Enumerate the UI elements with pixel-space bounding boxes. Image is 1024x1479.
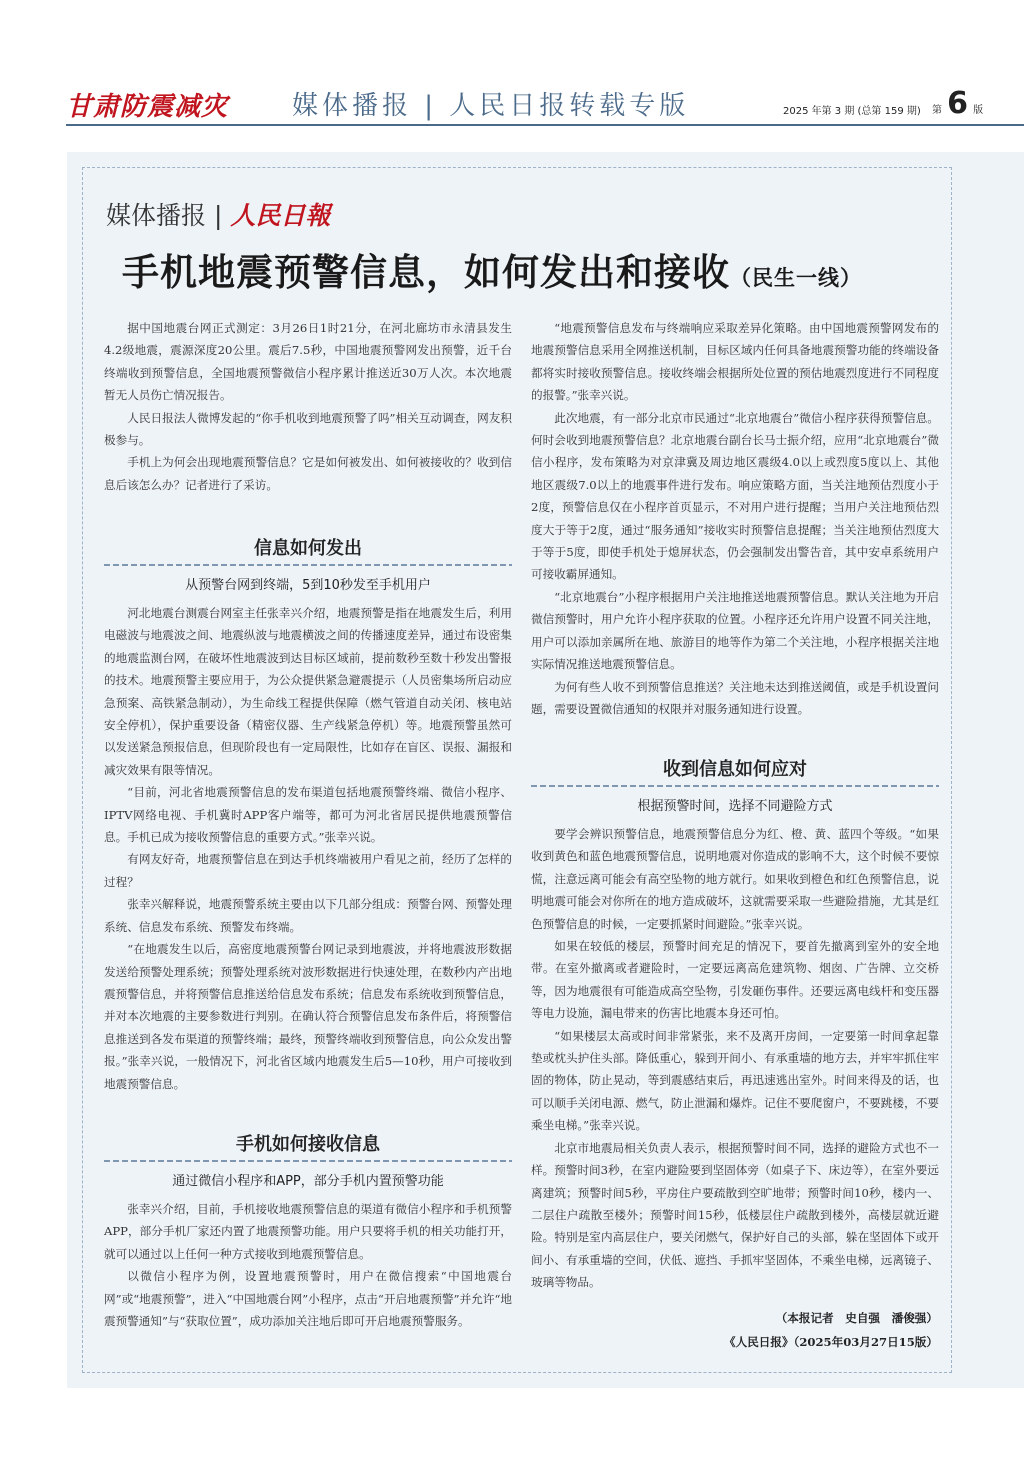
newspaper-logo: 人民日報: [230, 201, 331, 230]
section-title: 媒体播报 | 人民日报转载专版: [292, 91, 690, 121]
masthead-label: 媒体播报 |: [106, 201, 223, 230]
paragraph: 北京市地震局相关负责人表示，根据预警时间不同，选择的避险方式也不一样。预警时间3秒，在室内避险要到坚固体旁（如桌子下、床边等），在室外要远离建筑；预警时间5秒，平房住户要疏散到空旷地带；预警时间10秒，楼内一、二层住户疏散至楼外；预警时间15秒，低楼层住户疏散到楼外，高楼层就近避险。特别是室内高层住户，要关闭燃气，保护好自己的头部，躲在坚固体下或开间小、有承重墙的空间，伏低、遮挡、手抓牢坚固体，不乘坐电梯，远离镜子、玻璃等物品。: [531, 1140, 939, 1290]
intro-column: [104, 317, 512, 496]
headline-text: 手机地震预警信息，如何发出和接收: [122, 251, 730, 294]
section-heading-rule: [104, 564, 512, 566]
source-citation: 《人民日报》（2025年03月27日15版）: [724, 1335, 938, 1349]
section1-body: [104, 602, 512, 1095]
article-headline: [122, 242, 862, 296]
section-heading-subtitle: 根据预警时间，选择不同避险方式: [637, 799, 833, 814]
issue-info: 2025 年第 3 期 (总第 159 期): [783, 106, 921, 117]
byline: （本报记者 史自强 潘俊强）: [775, 1311, 938, 1325]
paragraph: 如果在较低的楼层，预警时间充足的情况下，要首先撤离到室外的安全地带。在室外撤离或者避险时，一定要远离高危建筑物、烟囱、广告牌、立交桥等，因为地震很有可能造成高空坠物，引发砸伤事件。还要远离电线杆和变压器等电力设施，漏电带来的伤害比地震本身还可怕。: [531, 939, 939, 1021]
paragraph: “在地震发生以后，高密度地震预警台网记录到地震波，并将地震波形数据发送给预警处理系统；预警处理系统对波形数据进行快速处理，在数秒内产出地震预警信息，并将预警信息推送给信息发布系统；信息发布系统收到预警信息，并对本次地震的主要参数进行判别。在确认符合预警信息发布条件后，将预警信息推送到各发布渠道的预警终端；最终，预警终端收到预警信息，向公众发出警报。”张幸兴说，一般情况下，河北省区域内地震发生后5—10秒，用户可接收到地震预警信息。: [104, 942, 512, 1091]
section-heading: [104, 1130, 512, 1189]
header-rule: [66, 124, 1024, 126]
section-heading-title: 收到信息如何应对: [663, 759, 807, 780]
right-column-top: [531, 317, 939, 720]
section3-body: [531, 823, 939, 1294]
paragraph: “目前，河北省地震预警信息的发布渠道包括地震预警终端、微信小程序、IPTV网络电视、手机冀时APP客户端等，都可为河北省居民提供地震预警信息。手机已成为接收预警信息的重要方式。”张幸兴说。: [104, 785, 512, 845]
section-heading: [531, 755, 939, 814]
page-suffix: 版: [973, 105, 984, 116]
page-number: [932, 86, 983, 121]
paragraph: 人民日报法人微博发起的“你手机收到地震预警了吗”相关互动调查，网友积极参与。: [104, 410, 512, 448]
paragraph: 要学会辨识预警信息，地震预警信息分为红、橙、黄、蓝四个等级。“如果收到黄色和蓝色地震预警信息，说明地震对你造成的影响不大，这个时候不要惊慌，注意远离可能会有高空坠物的地方就行。如果收到橙色和红色预警信息，说明地震可能会对你所在的地方造成破坏，这就需要采取一些避险措施，尤其是红色预警信息的时候，一定要抓紧时间避险。”张幸兴说。: [531, 827, 939, 931]
paragraph: 河北地震台测震台网室主任张幸兴介绍，地震预警是指在地震发生后，利用电磁波与地震波之间、地震纵波与地震横波之间的传播速度差异，通过布设密集的地震监测台网，在破坏性地震波到达目标区域前，提前数秒至数十秒发出警报的技术。地震预警主要应用于，为公众提供紧急避震提示（人员密集场所启动应急预案、高铁紧急制动），为生命线工程提供保障（燃气管道自动关闭、核电站安全停机），保护重要设备（精密仪器、生产线紧急停机）等。地震预警虽然可以发送紧急预报信息，但现阶段也有一定局限性，比如存在盲区、误报、漏报和减灾效果有限等情况。: [104, 606, 512, 777]
paragraph: “地震预警信息发布与终端响应采取差异化策略。由中国地震预警网发布的地震预警信息采用全网推送机制，目标区域内任何具备地震预警功能的终端设备都将实时接收预警信息。接收终端会根据所处位置的预估地震烈度进行不同程度的报警。”张幸兴说。: [531, 321, 939, 403]
page-prefix: 第: [932, 105, 942, 116]
paragraph: 据中国地震台网正式测定：3月26日1时21分，在河北廊坊市永清县发生4.2级地震，震源深度20公里。震后7.5秒，中国地震预警网发出预警，近千台终端收到预警信息，全国地震预警微信小程序累计推送近30万人次。本次地震暂无人员伤亡情况报告。: [104, 321, 512, 403]
paragraph: 有网友好奇，地震预警信息在到达手机终端被用户看见之前，经历了怎样的过程？: [104, 852, 512, 889]
paragraph: “如果楼层太高或时间非常紧张，来不及离开房间，一定要第一时间拿起靠垫或枕头护住头部。降低重心，躲到开间小、有承重墙的地方去，并牢牢抓住牢固的物体，防止晃动，等到震感结束后，再迅速逃出室外。时间来得及的话，也可以顺手关闭电源、燃气，防止泄漏和爆炸。记住不要爬窗户，不要跳楼，不要乘坐电梯。”张幸兴说。: [531, 1028, 939, 1133]
headline-tag: （民生一线）: [730, 266, 862, 290]
section-heading-title: 信息如何发出: [254, 538, 362, 559]
paragraph: 以微信小程序为例，设置地震预警时，用户在微信搜索“中国地震台网”或“地震预警”，进入“中国地震台网”小程序，点击“开启地震预警”并允许“地震预警通知”与“获取位置”，成功添加关注地后即可开启地震预警服务。: [104, 1269, 512, 1329]
section-heading-subtitle: 通过微信小程序和APP，部分手机内置预警功能: [172, 1174, 444, 1189]
section-heading-title: 手机如何接收信息: [236, 1134, 380, 1155]
page-header: [0, 80, 1024, 130]
page-number-value: 6: [947, 86, 968, 121]
media-masthead: [106, 196, 330, 232]
section2-body: [104, 1198, 512, 1332]
paragraph: 张幸兴解释说，地震预警系统主要由以下几部分组成：预警台网、预警处理系统、信息发布系统、预警发布终端。: [104, 897, 512, 934]
paragraph: “北京地震台”小程序根据用户关注地推送地震预警信息。默认关注地为开启微信预警时，用户允许小程序获取的位置。小程序还允许用户设置不同关注地，用户可以添加亲属所在地、旅游目的地等作为第二个关注地，小程序根据关注地实际情况推送地震预警信息。: [531, 589, 939, 672]
paragraph: 此次地震，有一部分北京市民通过“北京地震台”微信小程序获得预警信息。何时会收到地震预警信息？北京地震台副台长马士振介绍，应用“北京地震台”微信小程序，发布策略为对京津冀及周边地区震级4.0以上或烈度5度以上、其他地区震级7.0以上的地震事件进行发布。响应策略方面，当关注地预估烈度小于2度，预警信息仅在小程序首页显示，不对用户进行提醒；当用户关注地预估烈度大于等于2度，通过“服务通知”接收实时预警信息提醒；当关注地预估烈度大于等于5度，即使手机处于熄屏状态，仍会强制发出警告音，其中安卓系统用户可接收霸屏通知。: [531, 410, 939, 582]
paragraph: 为何有些人收不到预警信息推送？关注地未达到推送阈值，或是手机设置问题，需要设置微信通知的权限并对服务通知进行设置。: [531, 679, 939, 716]
section-heading: [104, 534, 512, 593]
section-heading-subtitle: 从预警台网到终端，5到10秒发至手机用户: [185, 578, 431, 593]
paragraph: 手机上为何会出现地震预警信息？它是如何被发出、如何被接收的？收到信息后该怎么办？记者进行了采访。: [104, 455, 512, 492]
section-heading-rule: [531, 785, 939, 787]
publication-logo: 甘肃防震减灾: [66, 92, 229, 122]
section-heading-rule: [104, 1160, 512, 1162]
paragraph: 张幸兴介绍，目前，手机接收地震预警信息的渠道有微信小程序和手机预警APP，部分手机厂家还内置了地震预警功能。用户只要将手机的相关功能打开，就可以通过以上任何一种方式接收到地震预警信息。: [104, 1202, 512, 1261]
